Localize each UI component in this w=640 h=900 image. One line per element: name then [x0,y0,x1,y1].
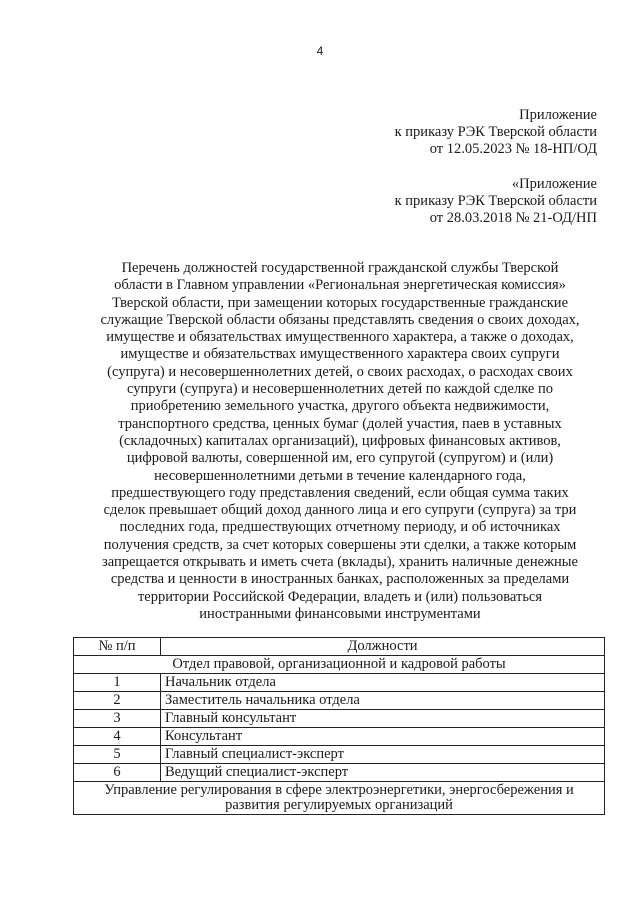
table-row [74,746,605,764]
heading-line: Тверской области, при замещении которых государственные гражданские [111,294,569,311]
row-position: Консультант [161,728,605,746]
row-number: 3 [74,710,161,728]
row-number: 1 [74,674,161,692]
header-positions: Должности [161,638,605,656]
heading-line: предшествующего году представления сведений, если общая сумма таких [111,484,569,501]
attachment-line: от 12.05.2023 № 18-НП/ОД [429,141,597,157]
heading-line: имуществе и обязательствах имущественного характера, а также о доходах, [106,329,574,346]
heading-line: транспортного средства, ценных бумаг (долей участия, паев в уставных [118,415,562,432]
heading-line: (супруга) и несовершеннолетних детей, о своих расходах, о расходах своих [107,363,573,380]
section-title-line: развития регулируемых организаций [225,797,453,813]
attachment-line: к приказу РЭК Тверской области [394,124,597,140]
row-position: Заместитель начальника отдела [161,692,605,710]
row-number: 6 [74,764,161,782]
heading-line: имуществе и обязательствах имущественного характера своих супруги [120,346,560,363]
section-title: Отдел правовой, организационной и кадровой работы [74,656,605,674]
heading-line: Перечень должностей государственной гражданской службы Тверской [121,260,559,276]
row-number: 4 [74,728,161,746]
table-row [74,674,605,692]
attachment-line: Приложение [519,107,597,123]
heading-line: территории Российской Федерации, владеть и (или) пользоваться [137,588,543,605]
heading-line: области в Главном управлении «Региональная энергетическая комиссия» [114,277,566,294]
section-title-line: Управление регулирования в сфере электроэнергетики, энергосбережения и [104,782,574,798]
heading-line: (складочных) капиталах организаций), цифровых финансовых активов, [119,432,561,449]
heading-line: несовершеннолетними детьми в течение календарного года, [154,467,526,484]
heading-line: супруги (супруга) и несовершеннолетних детей по каждой сделке по [127,381,553,398]
table-row [74,692,605,710]
row-position: Главный специалист-эксперт [161,746,605,764]
document-heading [70,260,610,623]
heading-line: служащие Тверской области обязаны представлять сведения о своих доходах, [100,311,580,328]
row-position: Ведущий специалист-эксперт [161,764,605,782]
attachment-line: к приказу РЭК Тверской области [394,193,597,209]
heading-line: сделок превышает общий доход данного лица и его супруги (супруга) за три [103,502,577,519]
heading-line: приобретению земельного участка, другого объекта недвижимости, [130,398,550,415]
heading-line: получения средств, за счет которых совершены эти сделки, а также которым [103,536,577,553]
heading-line: иностранными финансовыми инструментами [199,605,481,622]
section-title [74,782,605,815]
row-position: Главный консультант [161,710,605,728]
heading-line: цифровой валюты, совершенной им, его супругой (супругом) и (или) [126,450,554,467]
heading-line: запрещается открывать и иметь счета (вклады), хранить наличные денежные [102,554,578,571]
table-row [74,764,605,782]
row-number: 2 [74,692,161,710]
section-row [74,656,605,674]
attachment-block-current [395,107,597,158]
table-row [74,728,605,746]
heading-line: последних года, предшествующих отчетному периоду, и об источниках [119,519,561,536]
table-row [74,710,605,728]
attachment-line: «Приложение [511,176,597,192]
attachment-block-original [395,176,597,227]
row-position: Начальник отдела [161,674,605,692]
section-row [74,782,605,815]
attachment-line: от 28.03.2018 № 21-ОД/НП [429,210,597,226]
table-header-row [74,638,605,656]
heading-line: средства и ценности в иностранных банках, расположенных за пределами [110,571,570,588]
positions-table [73,637,605,815]
page-number: 4 [316,44,324,58]
row-number: 5 [74,746,161,764]
header-number: № п/п [74,638,161,656]
